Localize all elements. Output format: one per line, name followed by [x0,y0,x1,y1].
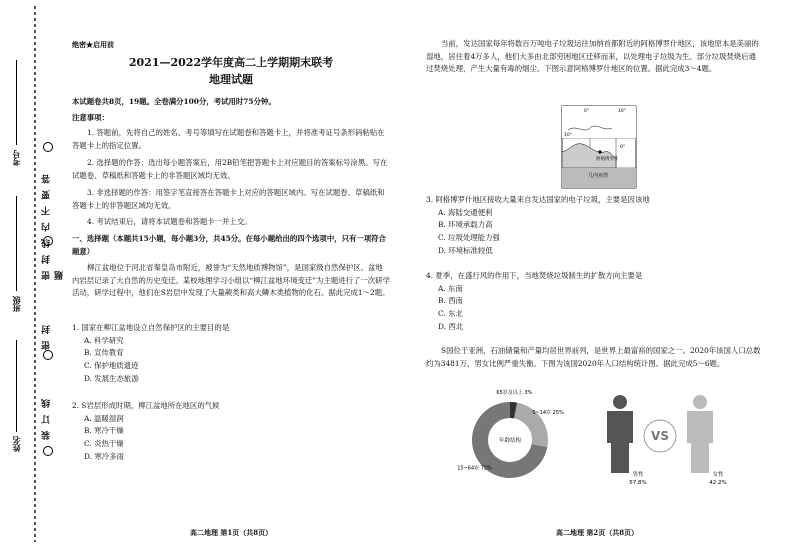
question-3 [426,194,762,258]
option-d: D. 寒冷多雨 [84,451,124,461]
question-3-stem: 3. 阿格博罗什地区接收大量来自发达国家的电子垃圾，主要是因该地 [426,195,650,204]
option-b: B. 寒冷干燥 [84,426,124,436]
seal-text-top: 密 封 线 内 不 要 答 题 [42,172,65,280]
question-2 [72,400,390,464]
female-figure-icon [687,395,713,473]
dotted-seal-line [34,6,36,542]
place-dot [598,150,601,153]
exam-title: 2021—2022学年度高二上学期期末联考 [128,56,334,69]
gender-label: 男性 [632,472,644,478]
option-a: A. 海陆交通便利 [438,207,493,217]
banji-underline [16,196,17,291]
seal-circle [43,236,53,246]
question-4 [426,270,762,334]
option-d: D. 发展生态旅游 [84,373,139,383]
option-b: B. 环境承载力高 [438,220,493,230]
notice-2: 2. 选择题的作答：选出每小题答案后，用2B铅笔把答题卡上对应题目的答案标号涂黑。写在试题卷、草稿纸和答题卡上的非答题区域均无效。 [72,158,388,180]
secret-mark: 绝密★启用前 [72,40,114,49]
notice-4: 4. 考试结束后，请将本试题卷和答题卡一并上交。 [87,217,252,226]
option-d: D. 环境标准较低 [438,245,493,255]
map-svg [560,104,638,190]
gender-value: 57.8% [629,480,647,486]
chart-svg [450,388,762,488]
map-label-lon0: 0° [584,109,590,114]
footer-left: 高二地理 第1页（共8页） [190,528,273,537]
map-label-lat-n: 10° [618,109,626,114]
gender-label: 女性 [712,472,724,478]
intro-text: 本试题卷共8页，19题。全卷满分100分，考试用时75分钟。 [72,97,276,106]
map-label-sea: 几内亚湾 [588,173,609,179]
label-kaohao: 考号 [11,150,21,166]
seal-text-bottom: 装 订 线 [42,396,52,440]
passage-3: S国位于亚洲，石油储量和产量均居世界前列，是世界上最富裕的国家之一。2020年该国人口总数约为3481万，男女比例严重失衡。下图为该国2020年人口结构统计图。据此完成5～6题。 [426,346,761,368]
option-c: C. 垃圾处理能力强 [438,233,500,243]
pie-label: 15~64岁 72% [457,465,492,472]
location-map [560,104,638,190]
option-c: C. 炎热干燥 [84,439,124,449]
label-banji: 班级 [11,296,21,312]
seal-circle [43,350,53,360]
question-1-stem: 1. 国家在柳江盆地设立自然保护区的主要目的是 [72,323,230,332]
option-d: D. 西北 [438,321,464,331]
map-label-place: 阿格博罗什 [596,157,619,162]
seal-circle [43,142,53,152]
pie-center-label: 年龄结构 [498,438,522,444]
option-c: C. 保护地质遗迹 [84,361,139,371]
male-figure-icon [607,395,633,473]
passage-1: 柳江盆地位于河北省秦皇岛市附近，被誉为“天然地质博物馆”，是国家级自然保护区。盆地内岩层记录了大自然的历史变迁。某校地理学习小组以“柳江盆地环境变迁”为主题进行了一次研学活动，研学过程中，他们在S岩层中发现了大量蕨类和高大鳞木类植物的化石。据此完成1～2题。 [72,263,390,298]
xingming-underline [16,340,17,432]
label-xingming: 姓名 [11,436,21,452]
population-chart [450,388,762,488]
passage-2: 当前，发达国家每年将数百万吨电子垃圾运往加纳首都附近的阿格博罗什地区，该地原本是美丽的湿地，居住着4万多人，他们大多由北部穷困地区迁移而来，以处理电子垃圾为生。部分垃圾焚烧后通过焚烧处理，产生大量有毒的烟尘。下图示意阿格博罗什地区的位置。据此完成3～4题。 [426,39,759,74]
option-a: A. 科学研究 [84,335,124,345]
binding-strip [0,0,65,550]
question-1 [72,322,390,386]
map-label-lat10: 10° [564,133,572,138]
option-b: B. 宣传教育 [84,348,124,358]
seal-text-mid: 密 封 [42,322,52,350]
option-a: A. 温暖湿润 [84,413,124,423]
question-4-stem: 4. 夏季，在盛行风的作用下，当地焚烧垃圾制生的扩散方向主要是 [426,271,643,280]
pie-label: 0~14岁 25% [532,410,564,417]
notice-1: 1. 答题前，先将自己的姓名、考号等填写在试题卷和答题卡上，并将准考证号条形码粘贴在答题卡上的指定位置。 [72,128,385,150]
vs-label: VS [651,429,669,443]
notice-title: 注意事项： [72,113,109,122]
option-c: C. 东北 [438,309,463,319]
option-a: A. 东南 [438,283,463,293]
option-b: B. 西南 [438,296,463,306]
exam-subtitle: 地理试题 [209,73,253,86]
footer-right: 高二地理 第2页（共8页） [556,528,639,537]
map-label-lat0: 0° [620,145,626,150]
seal-circle [43,446,53,456]
pie-label: 65岁及以上 3% [496,390,533,397]
kaohao-underline [16,60,17,145]
question-2-stem: 2. S岩层形成时期，柳江盆地所在地区的气候 [72,401,220,410]
section-heading: 一、选择题（本题共15小题，每小题3分，共45分。在每小题给出的四个选项中，只有一项符合题意） [72,234,386,256]
gender-value: 42.2% [709,480,727,486]
notice-3: 3. 非选择题的作答：用签字笔直接答在答题卡上对应的答题区域内。写在试题卷、草稿纸和答题卡上的非答题区域均无效。 [72,188,385,210]
